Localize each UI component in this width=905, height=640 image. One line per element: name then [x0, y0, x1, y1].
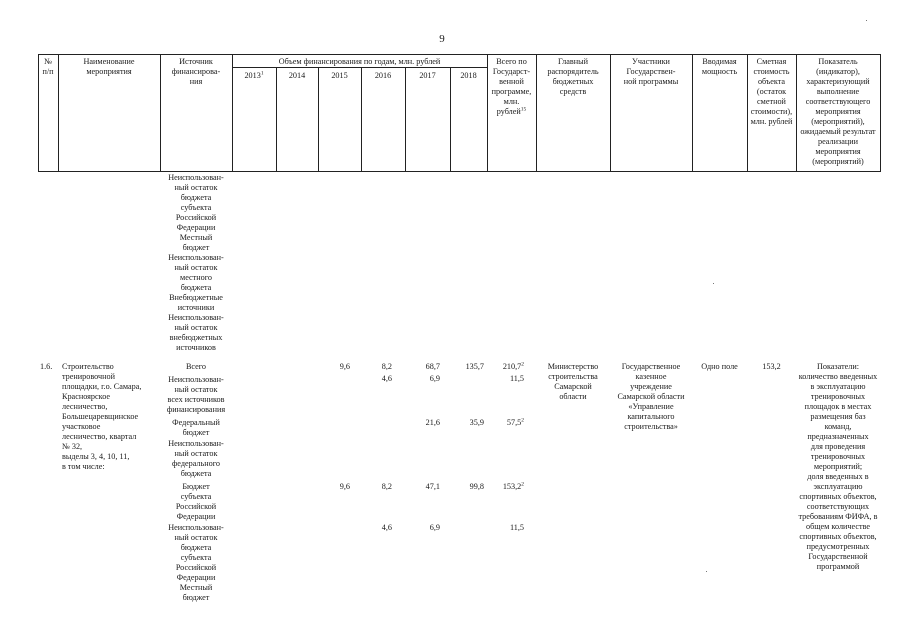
value-total: 153,2$^2$ — [502, 481, 524, 491]
header-capacity: Вводимая мощность — [701, 57, 738, 76]
header-year-2013: 2013$^1$ — [244, 70, 264, 80]
scan-speck — [713, 283, 714, 284]
header-cost: Сметная стоимость объекта (остаток сметной стоимости), млн. рублей — [750, 57, 793, 126]
row-source: Неиспользован- ный остаток бюджета субъекта Российской Федерации Местный бюджет — [168, 523, 224, 602]
value-total: 11,5 — [509, 523, 524, 532]
item-manager: Министерство строительства Самарской области — [547, 362, 599, 401]
carryover-sources: Неиспользован- ный остаток бюджета субъекта Российской Федерации Местный бюджет Неиспользован- ный остаток местного бюджета Внебюджетные источники Неиспользован- ный остаток внебюджетных источников — [168, 173, 224, 352]
value-total: 11,5 — [509, 374, 524, 383]
header-source: Источник финансирова- ния — [171, 57, 221, 86]
value-total: 57,5$^2$ — [506, 417, 524, 427]
item-participants: Государственное казенное учреждение Самарской области «Управление капитального строительства» — [617, 362, 685, 431]
header-year-2015: 2015 — [331, 71, 348, 80]
row-source: Федеральный бюджет — [172, 418, 220, 437]
item-indicator: Показатели: количество введенных в эксплуатацию тренировочных площадок в местах размещения баз команд, предназначенных для проведения тренировочных мероприятий; доля введенных в эксплуатацию спортивных объектов, соответствующих требованиям ФИФА, в общем количестве спортивных объектов, предусмотренных Государственной программой — [798, 362, 878, 571]
value-2016: 8,2 — [381, 482, 392, 491]
value-2018: 35,9 — [469, 418, 484, 427]
header-volume: Объем финансирования по годам, млн. рублей — [278, 57, 441, 66]
value-2015: 9,6 — [339, 362, 350, 371]
header-manager: Главный распорядитель бюджетных средств — [547, 57, 599, 96]
header-name: Наименование мероприятия — [83, 57, 135, 76]
header-year-2017: 2017 — [419, 71, 436, 80]
header-total: Всего по Государст- венной программе, млн. рублей$^{15}$ — [491, 57, 532, 116]
value-2015: 9,6 — [339, 482, 350, 491]
value-2018: 135,7 — [465, 362, 484, 371]
value-total: 210,7$^2$ — [502, 361, 524, 371]
header-year-2018: 2018 — [460, 71, 477, 80]
page-number: 9 — [439, 33, 445, 45]
value-2016: 4,6 — [381, 374, 392, 383]
item-cost: 153,2 — [762, 362, 781, 371]
header-number: № п/п — [42, 57, 54, 76]
value-2016: 4,6 — [381, 523, 392, 532]
item-number: 1.6. — [40, 362, 53, 371]
row-source: Бюджет субъекта Российской Федерации — [175, 482, 217, 521]
header-year-2016: 2016 — [374, 71, 392, 80]
value-2017: 47,1 — [425, 482, 440, 491]
item-capacity: Одно поле — [701, 362, 738, 371]
item-name: Строительство тренировочной площадки, г.о. Самара, Красноярское лесничество, Большецаревщинское участковое лесничество, квартал № 32, выделы 3, 4, 10, 11, в том числе: — [62, 362, 142, 471]
value-2018: 99,8 — [469, 482, 484, 491]
value-2017: 6,9 — [429, 374, 440, 383]
scan-speck — [706, 571, 707, 572]
header-year-2014: 2014 — [288, 71, 306, 80]
scan-speck — [866, 20, 867, 21]
value-2017: 6,9 — [429, 523, 440, 532]
header-participants: Участники Государствен- ной программы — [623, 57, 679, 86]
row-source: Всего — [185, 362, 207, 371]
value-2017: 21,6 — [425, 418, 440, 427]
row-source: Неиспользован- ный остаток федерального бюджета — [168, 439, 224, 478]
row-source: Неиспользован- ный остаток всех источников финансирования — [166, 375, 226, 414]
header-indicator: Показатель (индикатор), характеризующий выполнение соответствующего мероприятия (мероприятий), ожидаемый результат реализации мероприятия (мероприятий) — [800, 57, 876, 166]
value-2016: 8,2 — [381, 362, 392, 371]
value-2017: 68,7 — [425, 362, 440, 371]
